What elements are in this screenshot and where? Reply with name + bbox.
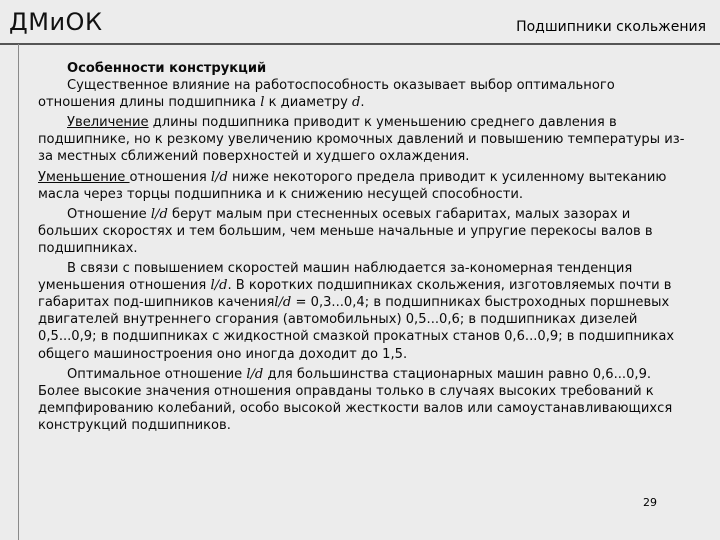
- paragraph-4: Отношение l/d берут малым при стесненных осевых габаритах, малых зазорах и больших скоростях и тем большим, чем меньше начальные и упругие перекосы валов в подшипниках.: [38, 206, 653, 256]
- header-title: Подшипники скольжения: [516, 19, 706, 35]
- symbol-ratio: l/d: [150, 206, 168, 222]
- symbol-ratio: l/d: [274, 295, 292, 311]
- symbol-ratio: l/d: [210, 169, 228, 185]
- paragraph-6: Оптимальное отношение l/d для большинства стационарных машин равно 0,6...0,9. Более высокие значения отношения оправданы только в случаях высоких требований к демпфированию колебаний, особо высокой жесткости валов или самоустанавливающихся конструкций подшипников.: [38, 366, 673, 433]
- symbol-l: l: [260, 95, 265, 111]
- brand-title: ДМиОК: [9, 8, 103, 36]
- term-decrease: Уменьшение: [38, 169, 130, 185]
- term-increase: Увеличение: [67, 115, 149, 131]
- paragraph-2: Увеличение длины подшипника приводит к уменьшению среднего давления в подшипнике, но к резкому увеличению кромочных давлений и повышению температуры из-за местных сближений поверхностей и худшего охлаждения.: [38, 115, 685, 165]
- symbol-d: d: [352, 95, 361, 111]
- paragraph-1: Существенное влияние на работоспособность оказывает выбор оптимального отношения длины подшипника l к диаметру d.: [38, 78, 615, 111]
- section-heading: Особенности конструкций: [67, 61, 267, 76]
- page-number: 29: [643, 496, 657, 509]
- top-divider: [0, 43, 720, 45]
- symbol-ratio: l/d: [246, 366, 264, 382]
- paragraph-5: В связи с повышением скоростей машин наблюдается за-кономерная тенденция уменьшения отношения l/d. В коротких подшипниках скольжения, изготовляемых почти в габаритах под-шипников каченияl/d = 0,3...0,4; в подшипниках быстроходных поршневых двигателей внутреннего сгорания (автомобильных) 0,5...0,6; в подшипниках дизелей 0,5...0,9; в подшипниках с жидкостной смазкой прокатных станов 0,6...0,9; в подшипниках общего машиностроения оно иногда доходит до 1,5.: [38, 261, 675, 362]
- paragraph-3: Уменьшение отношения l/d ниже некоторого предела приводит к усиленному вытеканию масла через торцы подшипника и к снижению несущей способности.: [38, 169, 667, 202]
- left-margin-line: [18, 44, 19, 540]
- slide-body: [38, 60, 688, 437]
- symbol-ratio: l/d: [210, 278, 228, 294]
